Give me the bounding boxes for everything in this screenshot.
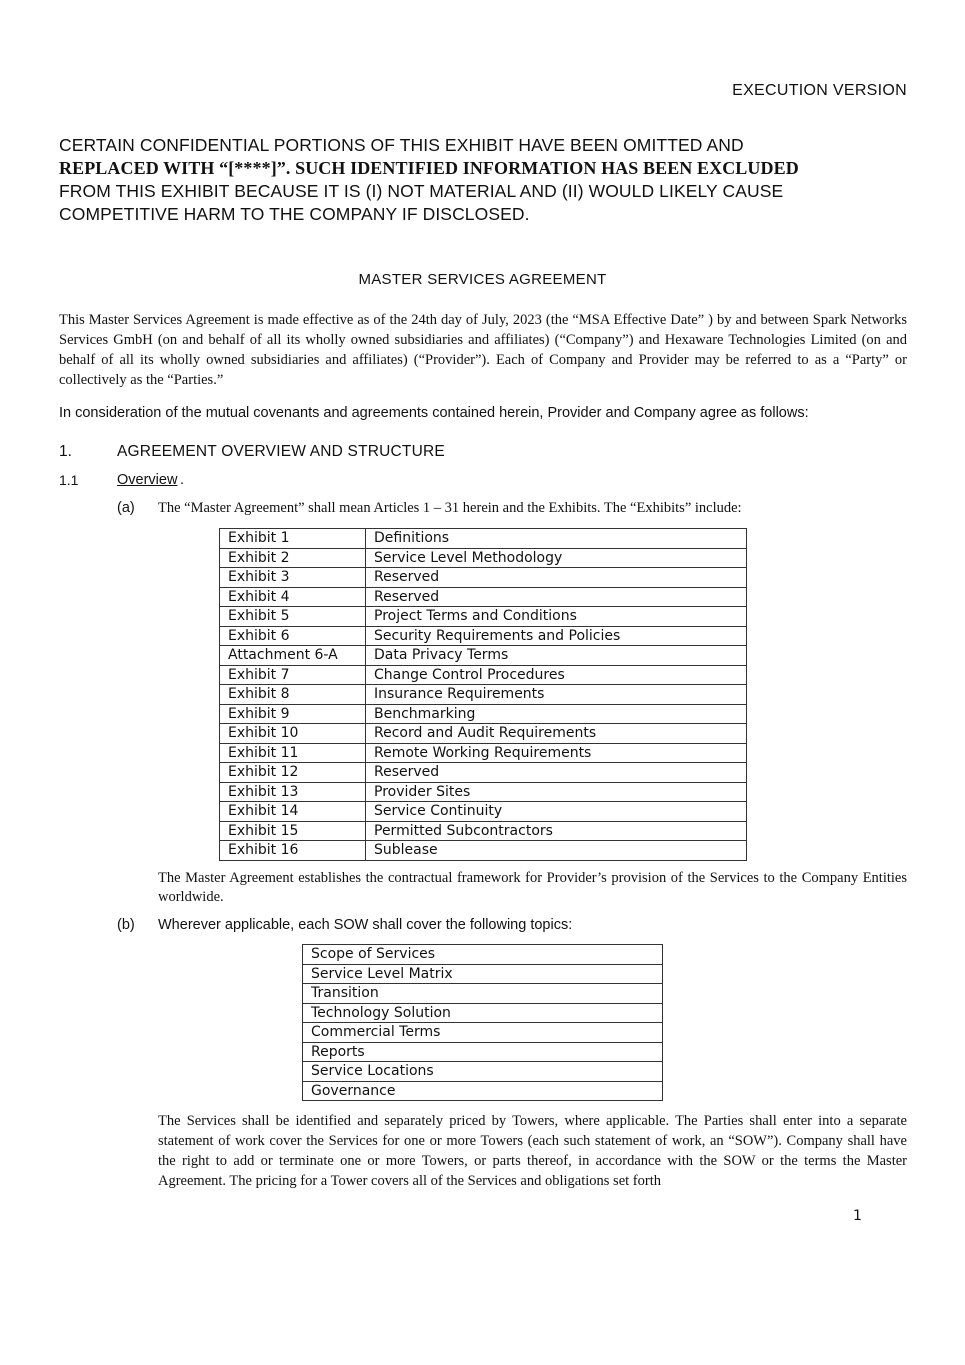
exhibit-id-cell: Exhibit 10 (220, 724, 366, 744)
exhibit-row (220, 548, 747, 568)
confidentiality-legend (59, 134, 909, 226)
exhibit-row (220, 763, 747, 783)
sow-topic-cell: Commercial Terms (303, 1023, 663, 1043)
item-a-label: (a) (117, 500, 135, 516)
exhibits-table-body (220, 529, 747, 861)
exhibit-id-cell: Exhibit 11 (220, 743, 366, 763)
exhibit-row (220, 743, 747, 763)
sow-topic-cell: Scope of Services (303, 945, 663, 965)
sow-topics-table (302, 944, 663, 1101)
section-1-1-heading (117, 472, 177, 488)
exhibit-row (220, 685, 747, 705)
exhibit-name-cell: Provider Sites (366, 782, 747, 802)
sow-topic-cell: Transition (303, 984, 663, 1004)
section-1-1-number: 1.1 (59, 472, 79, 488)
exhibit-id-cell: Exhibit 3 (220, 568, 366, 588)
sow-topic-row (303, 1042, 663, 1062)
exhibit-name-cell: Project Terms and Conditions (366, 607, 747, 627)
exhibits-table (219, 528, 747, 861)
exhibit-id-cell: Exhibit 4 (220, 587, 366, 607)
sow-topic-row (303, 964, 663, 984)
sow-topic-row (303, 1003, 663, 1023)
exhibit-id-cell: Exhibit 16 (220, 841, 366, 861)
exhibit-id-cell: Exhibit 1 (220, 529, 366, 549)
exhibit-name-cell: Remote Working Requirements (366, 743, 747, 763)
exhibit-name-cell: Security Requirements and Policies (366, 626, 747, 646)
sow-topic-row (303, 1062, 663, 1082)
exhibit-row (220, 782, 747, 802)
item-b-text: Wherever applicable, each SOW shall cover the following topics: (158, 917, 573, 933)
sow-topic-cell: Service Locations (303, 1062, 663, 1082)
exhibit-id-cell: Attachment 6-A (220, 646, 366, 666)
section-1-heading: AGREEMENT OVERVIEW AND STRUCTURE (117, 443, 445, 460)
section-1-1-period: . (180, 472, 185, 488)
item-b-label: (b) (117, 917, 135, 933)
exhibit-name-cell: Reserved (366, 568, 747, 588)
exhibit-name-cell: Service Continuity (366, 802, 747, 822)
section-1-1-title: Overview (117, 472, 178, 488)
exhibit-row (220, 646, 747, 666)
sow-topic-row (303, 1023, 663, 1043)
exhibit-name-cell: Insurance Requirements (366, 685, 747, 705)
exhibit-id-cell: Exhibit 6 (220, 626, 366, 646)
page-number: 1 (853, 1208, 862, 1224)
exhibit-name-cell: Record and Audit Requirements (366, 724, 747, 744)
legend-line-1: CERTAIN CONFIDENTIAL PORTIONS OF THIS EXHIBIT HAVE BEEN OMITTED AND (59, 135, 744, 155)
sow-topic-cell: Technology Solution (303, 1003, 663, 1023)
exhibit-id-cell: Exhibit 2 (220, 548, 366, 568)
exhibit-id-cell: Exhibit 8 (220, 685, 366, 705)
exhibit-row (220, 529, 747, 549)
item-a-text: The “Master Agreement” shall mean Articles 1 – 31 herein and the Exhibits. The “Exhibits” include: (158, 500, 742, 516)
exhibit-row (220, 724, 747, 744)
exhibit-row (220, 568, 747, 588)
document-title: MASTER SERVICES AGREEMENT (358, 271, 607, 288)
exhibit-name-cell: Reserved (366, 763, 747, 783)
exhibit-name-cell: Sublease (366, 841, 747, 861)
exhibit-id-cell: Exhibit 5 (220, 607, 366, 627)
sow-topic-cell: Reports (303, 1042, 663, 1062)
consideration-paragraph: In consideration of the mutual covenants and agreements contained herein, Provider and Company agree as follows: (59, 405, 809, 421)
execution-version-label: EXECUTION VERSION (732, 82, 907, 99)
exhibit-row (220, 665, 747, 685)
exhibit-row (220, 821, 747, 841)
exhibit-name-cell: Reserved (366, 587, 747, 607)
section-1-number: 1. (59, 443, 72, 460)
sow-topic-row (303, 984, 663, 1004)
master-agreement-paragraph: The Master Agreement establishes the contractual framework for Provider’s provision of the Services to the Company Entities worldwide. (158, 870, 907, 905)
legend-line-3: FROM THIS EXHIBIT BECAUSE IT IS (I) NOT MATERIAL AND (II) WOULD LIKELY CAUSE (59, 181, 784, 201)
sow-topic-cell: Governance (303, 1081, 663, 1101)
exhibit-id-cell: Exhibit 14 (220, 802, 366, 822)
legend-line-2: REPLACED WITH “[****]”. SUCH IDENTIFIED INFORMATION HAS BEEN EXCLUDED (59, 158, 799, 178)
exhibit-name-cell: Benchmarking (366, 704, 747, 724)
exhibit-name-cell: Permitted Subcontractors (366, 821, 747, 841)
exhibit-id-cell: Exhibit 7 (220, 665, 366, 685)
intro-paragraph: This Master Services Agreement is made effective as of the 24th day of July, 2023 (the “MSA Effective Date” ) by and between Spark Networks Services GmbH (on and behalf of all its wholly owned subsidiaries and affiliates) (“Company”) and Hexaware Technologies Limited (on and behalf of all its wholly owned subsidiaries and affiliates) (“Provider”). Each of Company and Provider may be referred to as a “Party” or collectively as the “Parties.” (59, 312, 907, 388)
services-towers-paragraph: The Services shall be identified and separately priced by Towers, where applicable. The Parties shall enter into a separate statement of work cover the Services for one or more Towers (each such statement of work, an “SOW”). Company shall have the right to add or terminate one or more Towers, or parts thereof, in accordance with the SOW or the terms the Master Agreement. The pricing for a Tower covers all of the Services and obligations set forth (158, 1113, 907, 1189)
exhibit-row (220, 587, 747, 607)
legend-line-4: COMPETITIVE HARM TO THE COMPANY IF DISCLOSED. (59, 204, 530, 224)
exhibit-name-cell: Data Privacy Terms (366, 646, 747, 666)
exhibit-row (220, 607, 747, 627)
sow-topic-cell: Service Level Matrix (303, 964, 663, 984)
exhibit-row (220, 704, 747, 724)
exhibit-name-cell: Service Level Methodology (366, 548, 747, 568)
exhibit-row (220, 841, 747, 861)
sow-topic-row (303, 1081, 663, 1101)
exhibit-id-cell: Exhibit 15 (220, 821, 366, 841)
exhibit-id-cell: Exhibit 13 (220, 782, 366, 802)
exhibit-id-cell: Exhibit 9 (220, 704, 366, 724)
exhibit-name-cell: Change Control Procedures (366, 665, 747, 685)
exhibit-id-cell: Exhibit 12 (220, 763, 366, 783)
exhibit-row (220, 802, 747, 822)
sow-topic-row (303, 945, 663, 965)
sow-topics-table-body (303, 945, 663, 1101)
exhibit-name-cell: Definitions (366, 529, 747, 549)
exhibit-row (220, 626, 747, 646)
